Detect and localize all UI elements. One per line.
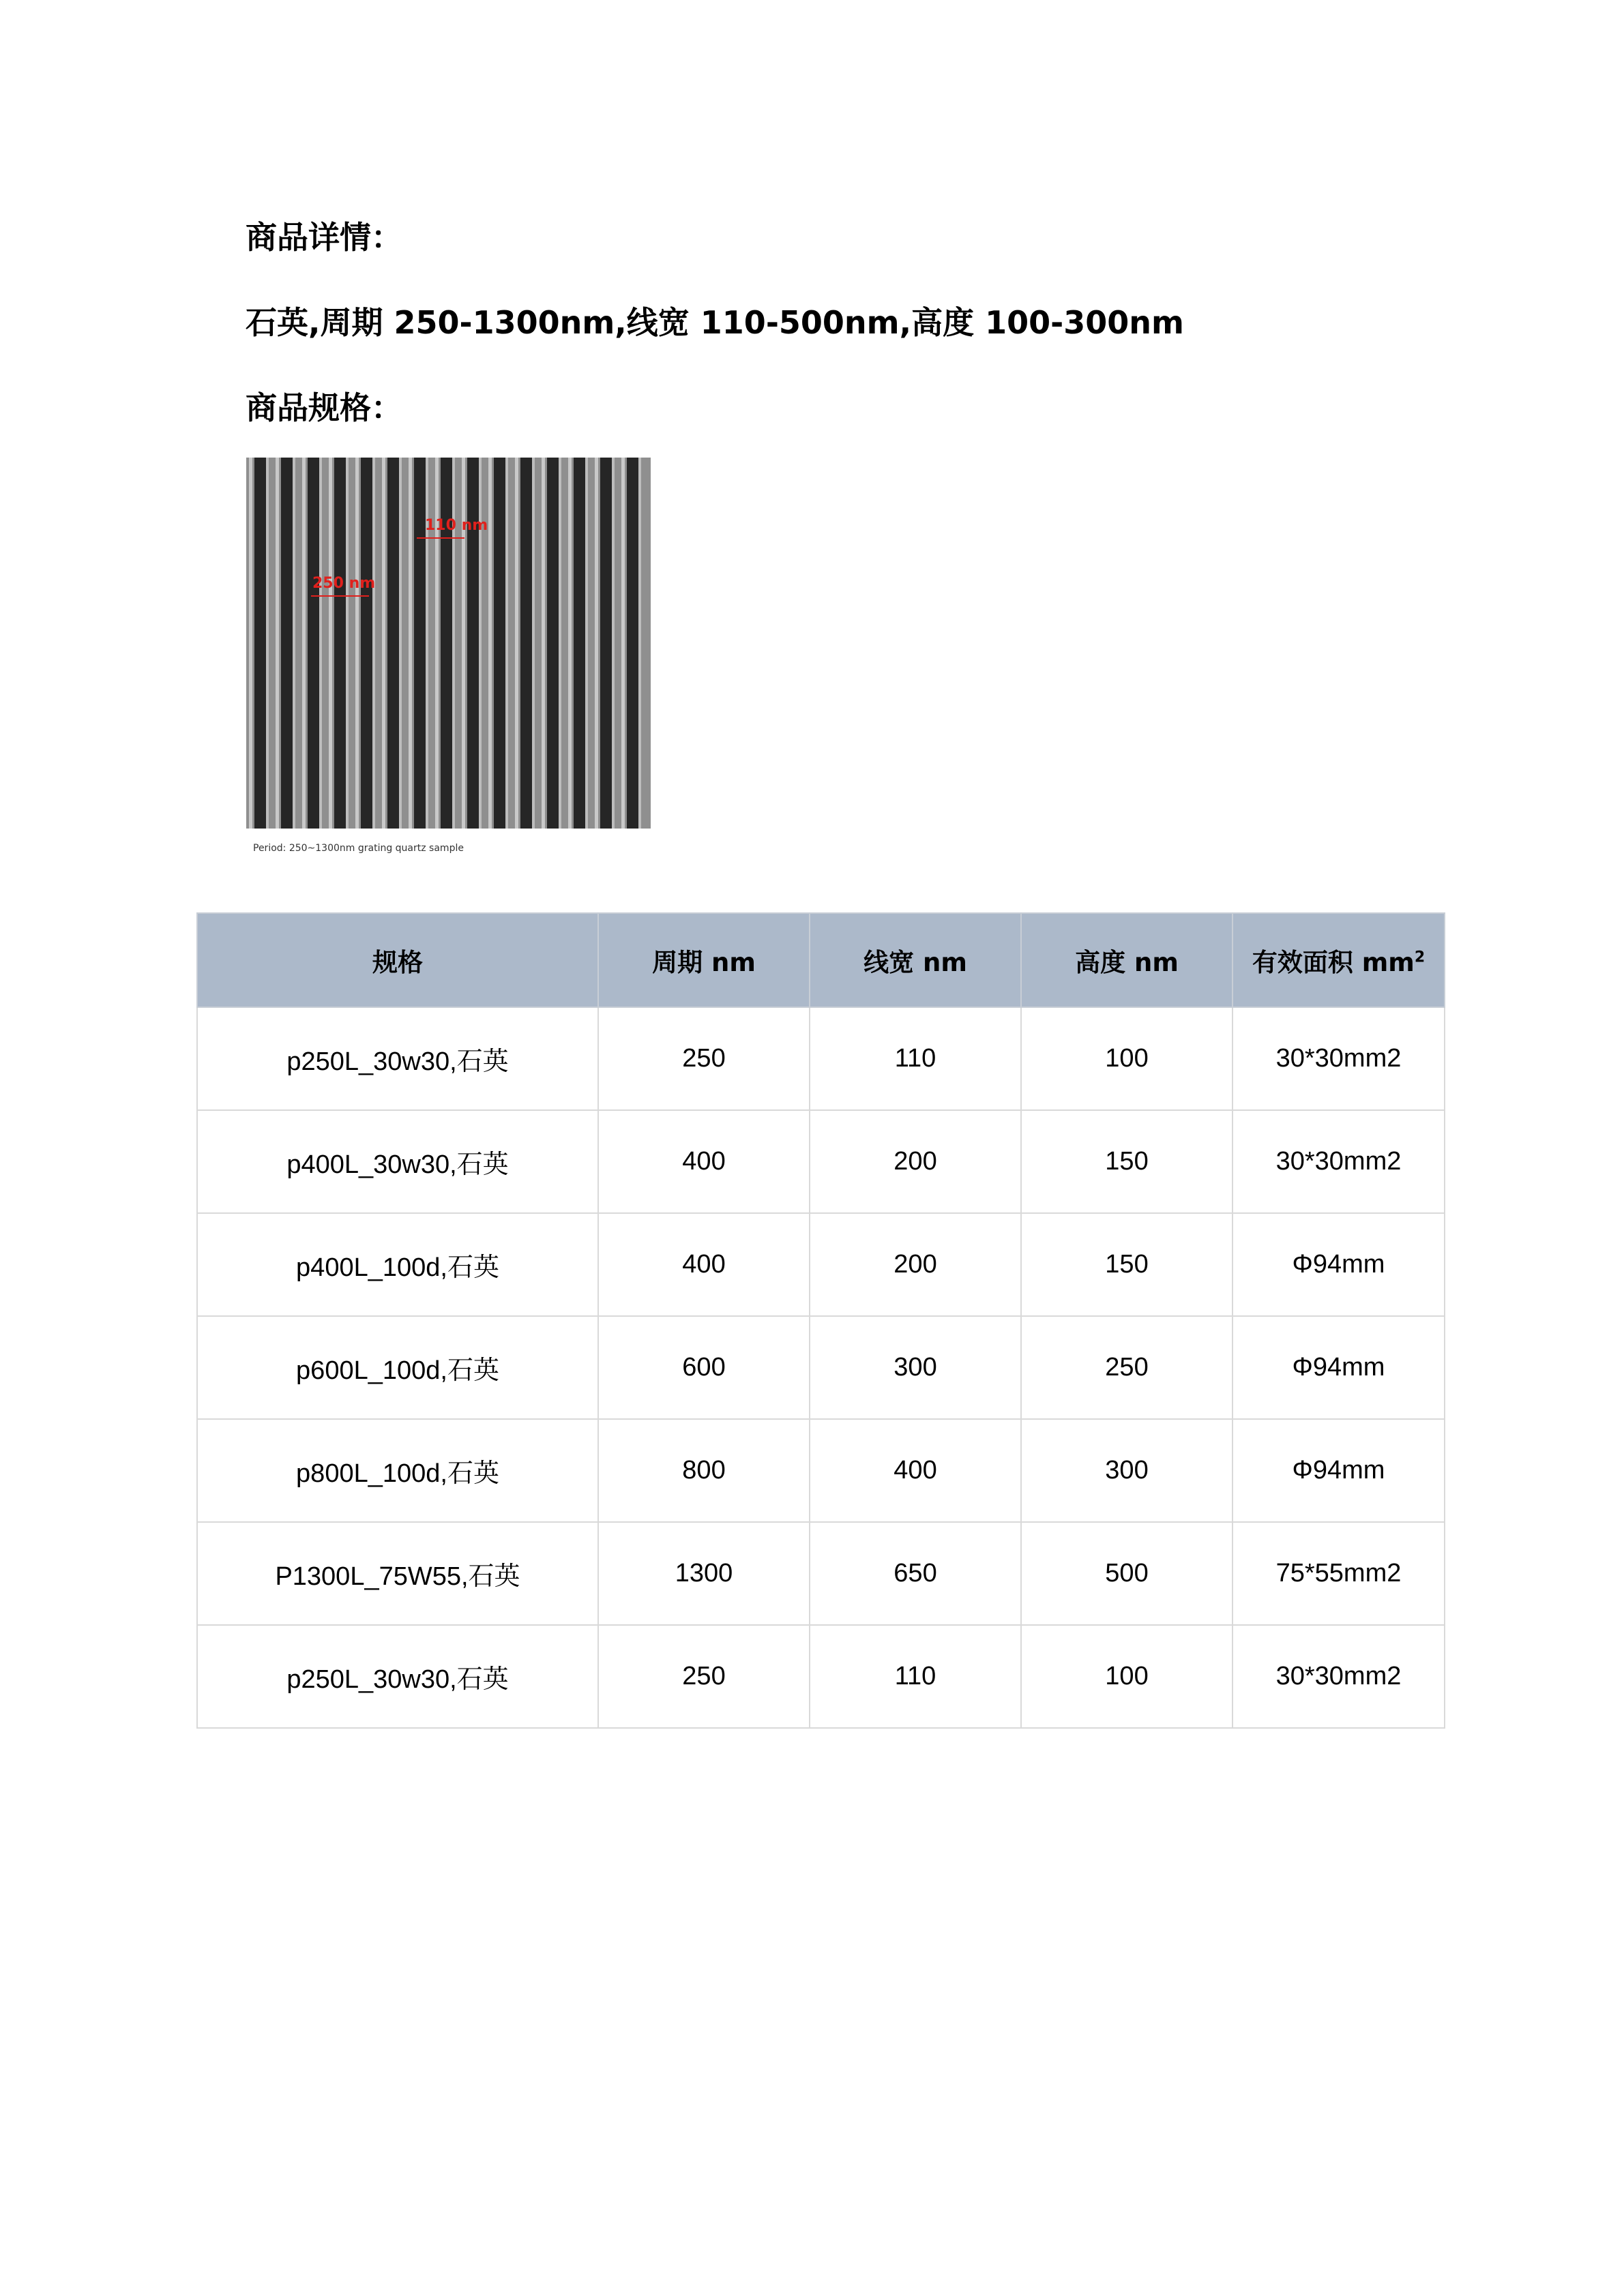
cell-height: 150 (1021, 1110, 1232, 1213)
header-area-sup: 2 (1414, 949, 1426, 966)
grating-line (387, 458, 399, 829)
grating-edge (249, 458, 252, 829)
label-110nm: 110 nm (425, 517, 488, 534)
cell-area: 30*30mm2 (1232, 1625, 1445, 1728)
grating-line (361, 458, 372, 829)
header-spec: 规格 (197, 913, 598, 1007)
grating-line (494, 458, 505, 829)
grating-edge (479, 458, 482, 829)
figure-caption: Period: 250~1300nm grating quartz sample (253, 843, 464, 854)
grating-line (308, 458, 319, 829)
cell-linewidth: 200 (810, 1110, 1021, 1213)
header-area (1232, 913, 1445, 1007)
cell-area: 75*55mm2 (1232, 1522, 1445, 1625)
grating-edge (568, 458, 572, 829)
cell-period: 1300 (598, 1522, 810, 1625)
cell-period: 250 (598, 1625, 810, 1728)
header-area-label: 有效面积 mm (1252, 948, 1415, 977)
cell-period: 400 (598, 1213, 810, 1316)
grating-line (441, 458, 452, 829)
grating-line (281, 458, 293, 829)
table-row (197, 1213, 1445, 1316)
grating-edge (426, 458, 428, 829)
grating-edge (302, 458, 306, 829)
cell-linewidth: 300 (810, 1316, 1021, 1419)
spec-table (196, 912, 1445, 1729)
grating-edge (435, 458, 439, 829)
cell-period: 800 (598, 1419, 810, 1522)
cell-linewidth: 400 (810, 1419, 1021, 1522)
cell-period: 250 (598, 1007, 810, 1110)
grating-edge (585, 458, 588, 829)
cell-linewidth: 200 (810, 1213, 1021, 1316)
grating-edge (542, 458, 545, 829)
grating-edge (409, 458, 412, 829)
cell-linewidth: 650 (810, 1522, 1021, 1625)
header-height: 高度 nm (1021, 913, 1232, 1007)
grating-edge (505, 458, 508, 829)
grating-line (600, 458, 612, 829)
grating-edge (372, 458, 375, 829)
grating-line (574, 458, 585, 829)
cell-height: 300 (1021, 1419, 1232, 1522)
cell-linewidth: 110 (810, 1625, 1021, 1728)
table-row (197, 1419, 1445, 1522)
cell-area: 30*30mm2 (1232, 1007, 1445, 1110)
header-linewidth: 线宽 nm (810, 913, 1021, 1007)
cell-linewidth: 110 (810, 1007, 1021, 1110)
grating-line (520, 458, 532, 829)
grating-edge (488, 458, 492, 829)
cell-spec: p800L_100d,石英 (197, 1419, 598, 1522)
grating-edge (462, 458, 465, 829)
grating-line (467, 458, 479, 829)
cell-period: 400 (598, 1110, 810, 1213)
grating-edge (621, 458, 625, 829)
grating-edge (382, 458, 385, 829)
product-summary: 石英,周期 250-1300nm,线宽 110-500nm,高度 100-300nm (246, 304, 1184, 341)
table-row (197, 1625, 1445, 1728)
grating-lines (249, 458, 641, 829)
grating-edge (319, 458, 322, 829)
cell-area: Φ94mm (1232, 1213, 1445, 1316)
grating-edge (532, 458, 535, 829)
table-row (197, 1522, 1445, 1625)
cell-period: 600 (598, 1316, 810, 1419)
cell-spec: p400L_30w30,石英 (197, 1110, 598, 1213)
grating-edge (595, 458, 598, 829)
cell-spec: p600L_100d,石英 (197, 1316, 598, 1419)
grating-edge (355, 458, 359, 829)
grating-edge (266, 458, 269, 829)
sem-grating-image (246, 458, 651, 829)
cell-spec: P1300L_75W55,石英 (197, 1522, 598, 1625)
table-row (197, 1110, 1445, 1213)
cell-spec: p250L_30w30,石英 (197, 1007, 598, 1110)
cell-spec: p400L_100d,石英 (197, 1213, 598, 1316)
cell-height: 100 (1021, 1007, 1232, 1110)
cell-height: 100 (1021, 1625, 1232, 1728)
table-header-row (197, 913, 1445, 1007)
cell-area: Φ94mm (1232, 1316, 1445, 1419)
grating-edge (559, 458, 561, 829)
grating-line (547, 458, 559, 829)
grating-line (627, 458, 638, 829)
grating-edge (399, 458, 402, 829)
table-row (197, 1316, 1445, 1419)
grating-edge (452, 458, 455, 829)
grating-line (254, 458, 266, 829)
cell-area: 30*30mm2 (1232, 1110, 1445, 1213)
cell-height: 500 (1021, 1522, 1232, 1625)
grating-edge (293, 458, 295, 829)
cell-spec: p250L_30w30,石英 (197, 1625, 598, 1728)
grating-edge (515, 458, 518, 829)
grating-line (334, 458, 346, 829)
grating-edge (612, 458, 615, 829)
grating-edge (346, 458, 349, 829)
table-row (197, 1007, 1445, 1110)
header-period: 周期 nm (598, 913, 810, 1007)
label-250nm: 250 nm (312, 575, 376, 592)
cell-height: 250 (1021, 1316, 1232, 1419)
cell-area: Φ94mm (1232, 1419, 1445, 1522)
grating-edge (638, 458, 641, 829)
cell-height: 150 (1021, 1213, 1232, 1316)
grating-edge (276, 458, 279, 829)
grating-edge (329, 458, 332, 829)
detail-heading: 商品详情： (246, 219, 402, 256)
grating-line (414, 458, 426, 829)
spec-heading: 商品规格： (246, 389, 402, 426)
